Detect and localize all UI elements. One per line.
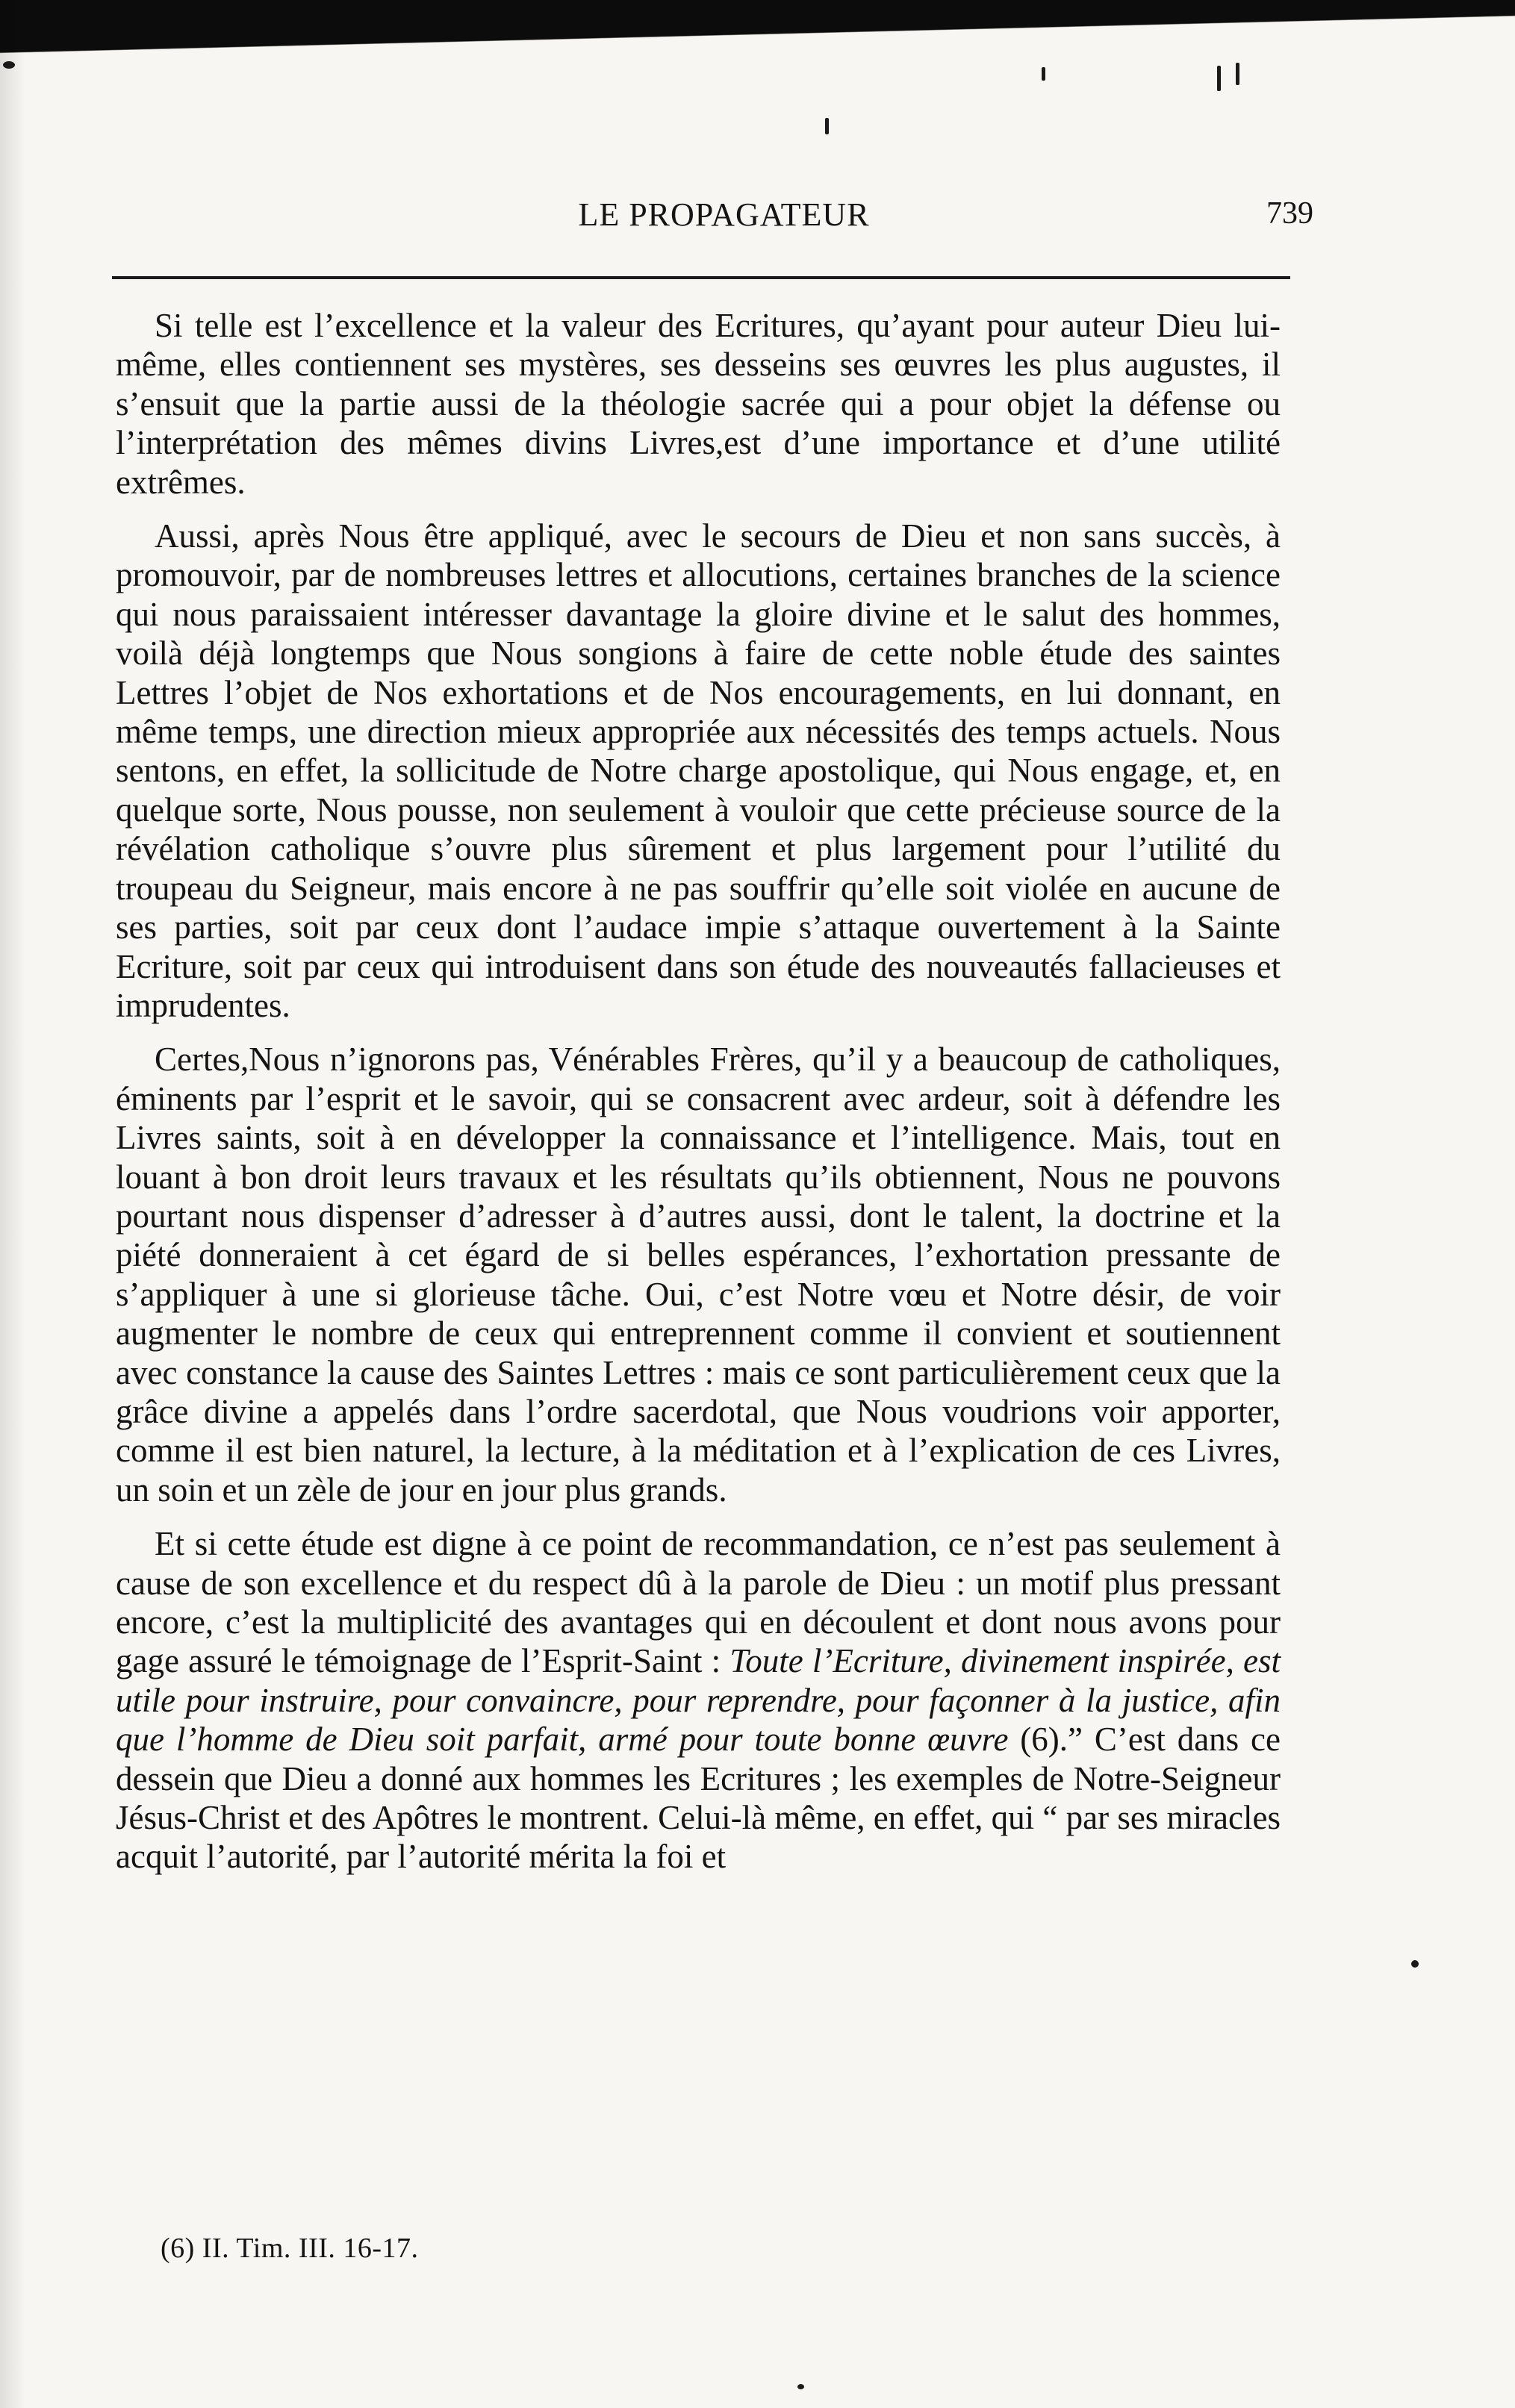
footnote: (6) II. Tim. III. 16-17. <box>161 2233 419 2264</box>
body-text <box>116 306 1281 1891</box>
paragraph: Si telle est l’excellence et la valeur des Ecritures, qu’ayant pour auteur Dieu lui-même, elles contiennent ses mystères, ses desseins ses œuvres les plus augustes, il s’ensuit que la partie aussi de la théologie sacrée qui a pour objet la défense ou l’interprétation des mêmes divins Livres,est d’une importance et d’une utilité extrêmes. <box>116 307 1281 501</box>
scan-speck <box>1042 67 1045 81</box>
running-title: LE PROPAGATEUR <box>578 196 870 233</box>
page-number: 739 <box>1266 196 1313 231</box>
page-header <box>119 196 1313 248</box>
scripture-quotation: Toute l’Ecriture, divinement inspirée, est utile pour instruire, pour convaincre, pour reprendre, pour façonner à la justice, afin que l’homme de Dieu soit parfait, armé pour toute bonne œuvre <box>116 1642 1281 1759</box>
header-rule <box>112 276 1290 279</box>
scan-speck <box>1236 63 1239 85</box>
paragraph-text: (6).” C’est dans ce dessein que Dieu a donné aux hommes les Ecritures ; les exemples de Notre-Seigneur Jésus-Christ et des Apôtres le montrent. Celui-là même, en effet, qui “ par ses miracles acquit l’autorité, par l’autorité mérita la foi et <box>116 1721 1281 1876</box>
scan-speck <box>1217 66 1221 91</box>
scan-speck <box>3 61 15 69</box>
paragraph: Certes,Nous n’ignorons pas, Vénérables Frères, qu’il y a beaucoup de catholiques, éminents par l’esprit et le savoir, qui se consacrent avec ardeur, soit à défendre les Livres saints, soit à en développer la connaissance et l’intelligence. Mais, tout en louant à bon droit leurs travaux et les résultats qu’ils obtiennent, Nous ne pouvons pourtant nous dispenser d’adresser à d’autres aussi, dont le talent, la doctrine et la piété donneraient à cet égard de si belles espérances, l’exhortation pressante de s’appliquer à une si glorieuse tâche. Oui, c’est Notre vœu et Notre désir, de voir augmenter le nombre de ceux qui entreprennent comme il convient et soutiennent avec constance la cause des Saintes Lettres : mais ce sont particulièrement ceux que la grâce divine a appelés dans l’ordre sacerdotal, que Nous voudrions voir apporter, comme il est bien naturel, la lecture, à la méditation et à l’explication de ces Livres, un soin et un zèle de jour en jour plus grands. <box>116 1041 1281 1509</box>
scan-shadow-left <box>0 0 25 2408</box>
scan-shadow-top <box>0 0 1515 58</box>
scan-speck <box>797 2384 804 2389</box>
paragraph-text: Et si cette étude est digne à ce point de recommandation, ce n’est pas seulement à cause de son excellence et du respect dû à la parole de Dieu : un motif plus pressant encore, c’est la multiplicité des avantages qui en découlent et dont nous avons pour gage assuré le témoignage de l’Esprit-Saint : <box>116 1525 1281 1680</box>
paragraph <box>116 1524 1281 1877</box>
paragraph: Aussi, après Nous être appliqué, avec le secours de Dieu et non sans succès, à promouvoir, par de nombreuses lettres et allocutions, certaines branches de la science qui nous paraissaient intéresser davantage la gloire divine et le salut des hommes, voilà déjà longtemps que Nous songions à faire de cette noble étude des saintes Lettres l’objet de Nos exhortations et de Nos encouragements, en lui donnant, en même temps, une direction mieux appropriée aux nécessités des temps actuels. Nous sentons, en effet, la sollicitude de Notre charge apostolique, qui Nous engage, et, en quelque sorte, Nous pousse, non seulement à vouloir que cette précieuse source de la révélation catholique s’ouvre plus sûrement et plus largement pour l’utilité du troupeau du Seigneur, mais encore à ne pas souffrir qu’elle soit violée en aucune de ses parties, soit par ceux dont l’audace impie s’attaque ouvertement à la Sainte Ecriture, soit par ceux qui introduisent dans son étude des nouveautés fallacieuses et imprudentes. <box>116 517 1281 1024</box>
scan-speck <box>1411 1960 1419 1968</box>
scan-speck <box>825 118 829 134</box>
